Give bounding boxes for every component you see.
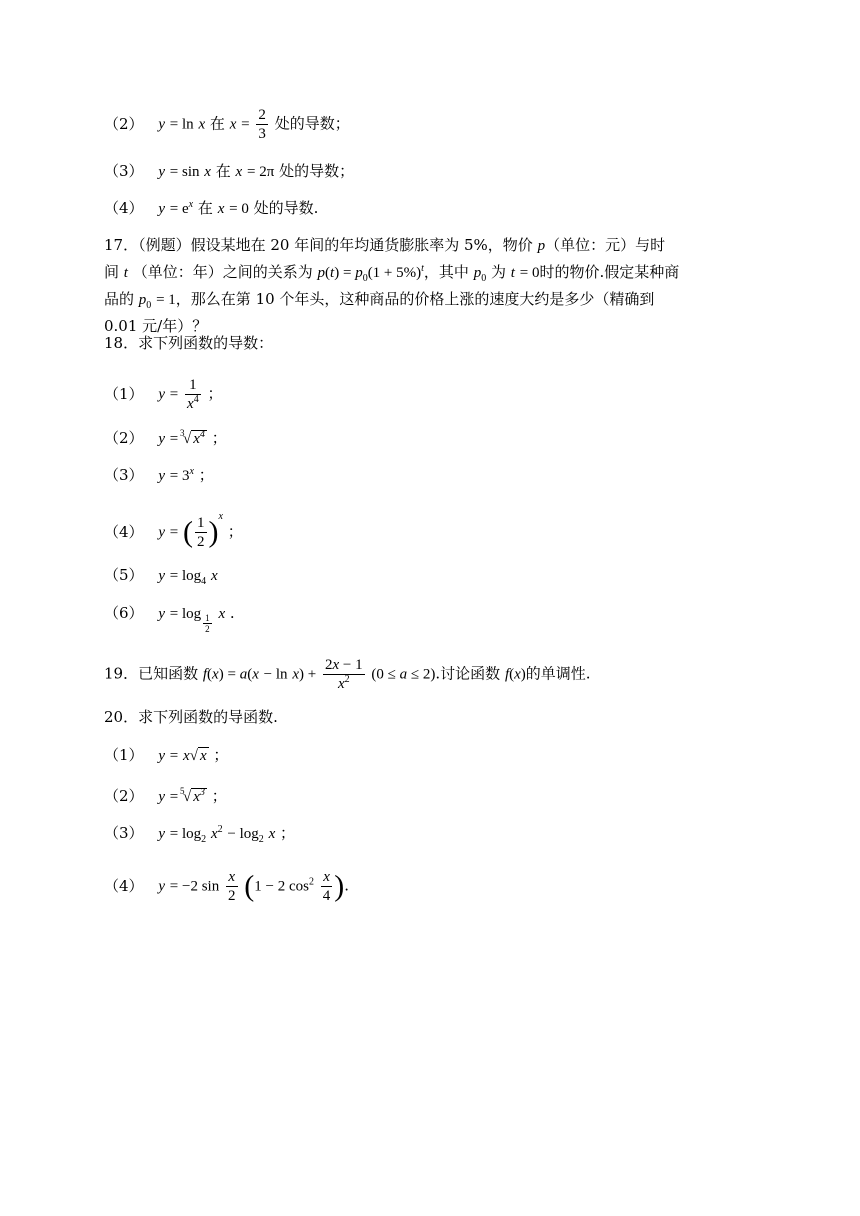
problem-17: 17．（例题）假设某地在 20 年间的年均通货膨胀率为 5%，物价 p（单位：元）与时 间 t （单位：年）之间的关系为 $p(t) = p_0(1 + 5\%)^t$，其中 $p_0$ 为 t = 0时的物价.假定某种商 品的 $p_0 = 1$，那么在第 10 个年头，这种商品的价格上涨的速度大约是多少（精确到 0.01 元/年）？ <box>104 236 680 335</box>
problem-20-part-1: （1） y = x√ x ； <box>104 746 229 764</box>
problem-16-part-4: （4） $y = e^x$ 在 x = 0 处的导数. <box>104 199 319 217</box>
problem-18-part-6: （6） y = log $\frac{1}{2}$ x . <box>104 604 235 634</box>
problem-18-part-3: （3） $y = 3^x$ ； <box>104 466 214 484</box>
problem-18-part-1: （1） y = $\frac{1}{x^4}$ ； <box>104 377 223 412</box>
problem-18-part-5: （5） $y = \log_4 x$ <box>104 566 218 587</box>
problem-20-part-4: （4） y = −2 sin $\frac{x}{2}$ (1 − 2 $\cos^2$ $\frac{x}{4}$ ). <box>104 869 350 904</box>
problem-18-title: 18．求下列函数的导数： <box>104 334 274 352</box>
fraction: $\frac{2}{3}$ <box>258 107 266 142</box>
problem-20-part-2: （2） y = 5 √ $x^3$ ； <box>104 786 227 805</box>
problem-19: 19．已知函数 f(x) = a(x − ln x) + $\frac{2x - 1}{x^2}$ (0 ≤ a ≤ 2).讨论函数 f(x)的单调性. <box>104 657 591 692</box>
item-label: （2） <box>104 114 144 133</box>
problem-18-part-2: （2） y = 3 √ $x^4$ ； <box>104 427 227 450</box>
problem-20-part-3: （3） $y = \log_2 x^2 - \log_2 x$ ； <box>104 824 296 845</box>
problem-18-part-4: （4） y = ( $\frac{1}{2}$ )$^x$ ； <box>104 510 243 550</box>
problem-20-title: 20．求下列函数的导函数. <box>104 708 278 726</box>
problem-16-part-3: （3） y = sin x 在 x = 2π 处的导数； <box>104 162 355 180</box>
problem-16-part-2: （2） y = ln x 在 x = $\frac{2}{3}$ 处的导数； <box>104 107 350 142</box>
cube-root: 3 √ $x^4$ <box>180 428 205 447</box>
